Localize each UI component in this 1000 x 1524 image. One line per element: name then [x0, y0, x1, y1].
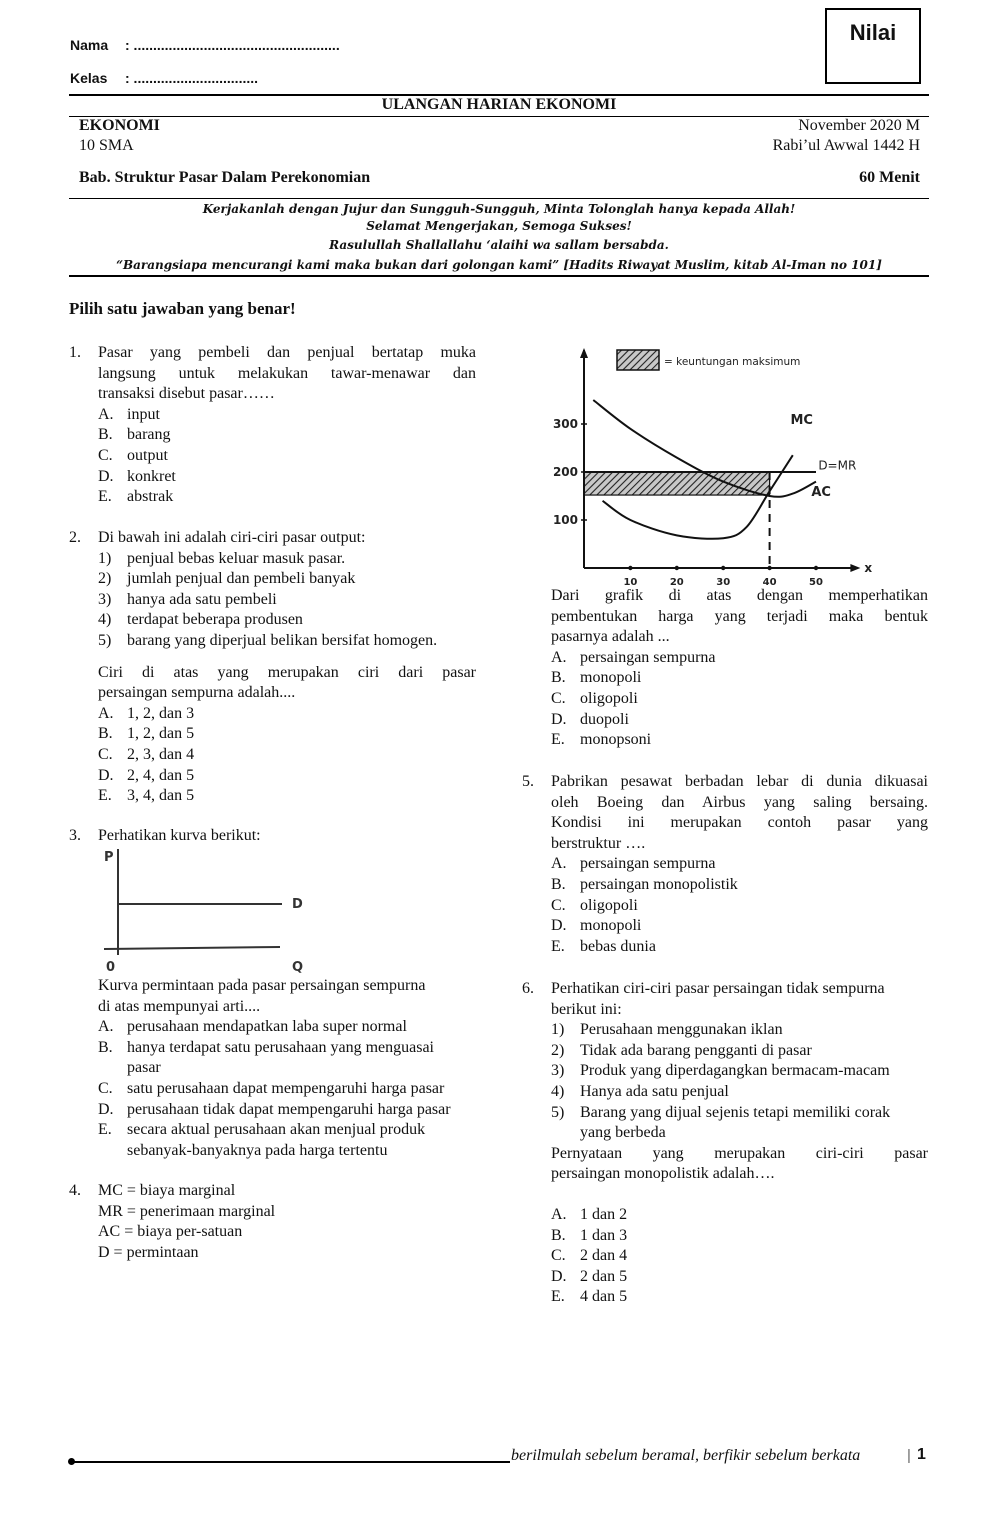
question-text: Di bawah ini adalah ciri-ciri pasar output: [98, 529, 366, 546]
question-text: Pasar yang pembeli dan penjual bertatap muka [98, 344, 476, 361]
question-text: oleh Boeing dan Airbus yang saling bersaing. [551, 793, 928, 811]
date-hijri: Rabi’ul Awwal 1442 H [772, 137, 920, 154]
question-text: Perhatikan kurva berikut: [98, 827, 261, 844]
nama-field[interactable]: : ..................................................... [125, 37, 340, 53]
motto-4: “Barangsiapa mencurangi kami maka bukan dari golongan kami” [Hadits Riwayat Muslim, kitab Al-Iman no 101] [116, 258, 882, 272]
option-e[interactable]: E. secara aktual perusahaan akan menjual produk sebanyak-banyaknya pada harga tertentu [98, 1121, 426, 1159]
nilai-box [825, 8, 921, 84]
x-tick-label: 20 [669, 577, 684, 588]
x-tick-label: 40 [762, 577, 777, 588]
list-item: 3) Produk yang diperdagangkan bermacam-macam [551, 1062, 890, 1080]
header-rule-motto [69, 198, 929, 199]
list-item: 5) barang yang diperjual belikan bersifat homogen. [98, 631, 438, 649]
question-text: transaksi disebut pasar…… [98, 385, 275, 403]
series-d-mr-label: D=MR [818, 458, 857, 473]
definition-ac: AC = biaya per-satuan [98, 1223, 243, 1241]
list-item: 4) terdapat beberapa produsen [98, 611, 303, 629]
option-d[interactable]: D. 2 dan 5 [551, 1267, 628, 1285]
question-text: di atas mempunyai arti.... [98, 997, 261, 1015]
option-a[interactable]: A. 1 dan 2 [551, 1205, 628, 1223]
list-item: 2) jumlah penjual dan pembeli banyak [98, 570, 356, 588]
definition-mr: MR = penerimaan marginal [98, 1202, 276, 1220]
x-tick-mark [814, 566, 818, 570]
option-d[interactable]: D. 2, 4, dan 5 [98, 766, 195, 784]
chapter: Bab. Struktur Pasar Dalam Perekonomian [79, 169, 371, 186]
question-number: 2. [69, 529, 81, 546]
series-ac-label: AC [811, 485, 831, 500]
grade: 10 SMA [79, 137, 134, 154]
x-tick-label: 10 [623, 577, 638, 588]
question-text: Pernyataan yang merupakan ciri-ciri pasar [551, 1144, 928, 1162]
option-a[interactable]: A. persaingan sempurna [551, 648, 716, 666]
legend-swatch [617, 350, 659, 370]
question-text: berstruktur …. [551, 834, 646, 852]
question-text: berikut ini: [551, 1000, 622, 1018]
option-a[interactable]: A. perusahaan mendapatkan laba super normal [98, 1018, 407, 1036]
question-number: 5. [522, 773, 534, 790]
x-tick-mark [628, 566, 632, 570]
option-b[interactable]: B. hanya terdapat satu perusahaan yang menguasai pasar [98, 1038, 434, 1077]
x-tick-mark [675, 566, 679, 570]
page-number: 1 [917, 1446, 926, 1463]
y-tick-label: 200 [552, 465, 578, 479]
option-c[interactable]: C. oligopoli [551, 896, 638, 914]
definition-mc: MC = biaya marginal [98, 1182, 236, 1199]
option-e[interactable]: E. 3, 4, dan 5 [98, 787, 195, 805]
question-number: 3. [69, 827, 81, 844]
x-axis-arrow [850, 564, 860, 572]
list-item: 1) Perusahaan menggunakan iklan [551, 1021, 783, 1039]
footer-motto: berilmulah sebelum beramal, berfikir sebelum berkata [511, 1447, 861, 1464]
option-b[interactable]: B. 1, 2, dan 5 [98, 725, 195, 743]
footer-separator: | [907, 1447, 911, 1464]
question-text: pasarnya adalah ... [551, 628, 670, 646]
q-axis [104, 947, 280, 949]
x-axis-label: x [864, 561, 873, 575]
question-text: Kurva permintaan pada pasar persaingan sempurna [98, 977, 426, 994]
option-c[interactable]: C. satu perusahaan dapat mempengaruhi harga pasar [98, 1079, 445, 1097]
x-tick-label: 50 [809, 577, 823, 588]
y-tick-label: 100 [552, 513, 578, 527]
legend-label: = keuntungan maksimum [664, 356, 801, 368]
list-item: 4) Hanya ada satu penjual [551, 1082, 729, 1100]
d-label: D [292, 897, 303, 912]
cost-revenue-chart [548, 338, 883, 588]
option-c[interactable]: C. output [98, 446, 168, 464]
option-a[interactable]: A. input [98, 405, 160, 423]
question-number: 1. [69, 344, 81, 361]
profit-area [584, 472, 770, 495]
option-a[interactable]: A. 1, 2, dan 3 [98, 704, 195, 722]
question-text: langsung untuk melakukan tawar-menawar dan [98, 364, 476, 382]
option-e[interactable]: E. bebas dunia [551, 937, 656, 955]
date-masehi: November 2020 M [798, 117, 920, 134]
duration: 60 Menit [859, 169, 920, 186]
series-mc-label: MC [790, 413, 813, 428]
series-mc-curve [603, 455, 793, 539]
motto-2: Selamat Mengerjakan, Semoga Sukses! [366, 219, 632, 233]
question-text: persaingan monopolistik adalah…. [551, 1165, 775, 1183]
question-number: 6. [522, 980, 534, 997]
x-tick-mark [767, 566, 771, 570]
y-axis-arrow [580, 348, 588, 358]
nama-label: Nama [70, 37, 109, 53]
question-text: Kondisi ini merupakan contoh pasar yang [551, 814, 928, 832]
option-b[interactable]: B. barang [98, 426, 171, 444]
kelas-field[interactable]: : ................................ [125, 70, 259, 86]
option-d[interactable]: D. perusahaan tidak dapat mempengaruhi harga pasar [98, 1100, 451, 1118]
option-e[interactable]: E. 4 dan 5 [551, 1288, 628, 1306]
option-e[interactable]: E. monopsoni [551, 731, 652, 749]
question-text: Ciri di atas yang merupakan ciri dari pasar [98, 663, 476, 681]
option-a[interactable]: A. persaingan sempurna [551, 855, 716, 873]
question-text: Perhatikan ciri-ciri pasar persaingan tidak sempurna [551, 980, 885, 997]
p-axis-label: P [104, 850, 114, 865]
list-item: 1) penjual bebas keluar masuk pasar. [98, 549, 346, 567]
origin-label: 0 [106, 960, 116, 975]
option-e[interactable]: E. abstrak [98, 488, 174, 506]
footer-rule [72, 1461, 510, 1463]
demand-curve-graph [98, 845, 318, 975]
x-tick-mark [721, 566, 725, 570]
list-item: 3) hanya ada satu pembeli [98, 590, 277, 608]
option-d[interactable]: D. duopoli [551, 710, 629, 728]
list-item: 2) Tidak ada barang pengganti di pasar [551, 1041, 812, 1059]
option-d[interactable]: D. monopoli [551, 917, 642, 935]
q-axis-label: Q [292, 960, 304, 975]
y-tick-label: 300 [552, 417, 578, 431]
option-d[interactable]: D. konkret [98, 467, 176, 485]
motto-3: Rasulullah Shallallahu ‘alaihi wa sallam bersabda. [329, 238, 669, 252]
option-c[interactable]: C. 2 dan 4 [551, 1247, 628, 1265]
instruction: Pilih satu jawaban yang benar! [69, 299, 296, 318]
definition-d: D = permintaan [98, 1243, 199, 1261]
option-b[interactable]: B. persaingan monopolistik [551, 875, 738, 893]
subject: EKONOMI [79, 117, 160, 134]
option-b[interactable]: B. 1 dan 3 [551, 1226, 628, 1244]
kelas-label: Kelas [70, 70, 108, 86]
option-c[interactable]: C. 2, 3, dan 4 [98, 745, 195, 763]
option-b[interactable]: B. monopoli [551, 669, 642, 687]
nilai-label: Nilai [849, 20, 897, 45]
question-text: pembentukan harga yang terjadi maka bentuk [551, 607, 928, 625]
x-tick-label: 30 [716, 577, 731, 588]
motto-1: Kerjakanlah dengan Jujur dan Sungguh-Sungguh, Minta Tolonglah hanya kepada Allah! [202, 202, 796, 216]
question-text: Pabrikan pesawat berbadan lebar di dunia dikuasai [551, 773, 928, 790]
exam-title: ULANGAN HARIAN EKONOMI [381, 96, 617, 113]
option-c[interactable]: C. oligopoli [551, 689, 638, 707]
header-rule-bottom [69, 275, 929, 277]
question-text: persaingan sempurna adalah.... [98, 684, 296, 702]
question-text: Dari grafik di atas dengan memperhatikan [551, 587, 928, 604]
list-item: 5) Barang yang dijual sejenis tetapi memiliki corak yang berbeda [551, 1103, 891, 1142]
question-number: 4. [69, 1182, 81, 1199]
